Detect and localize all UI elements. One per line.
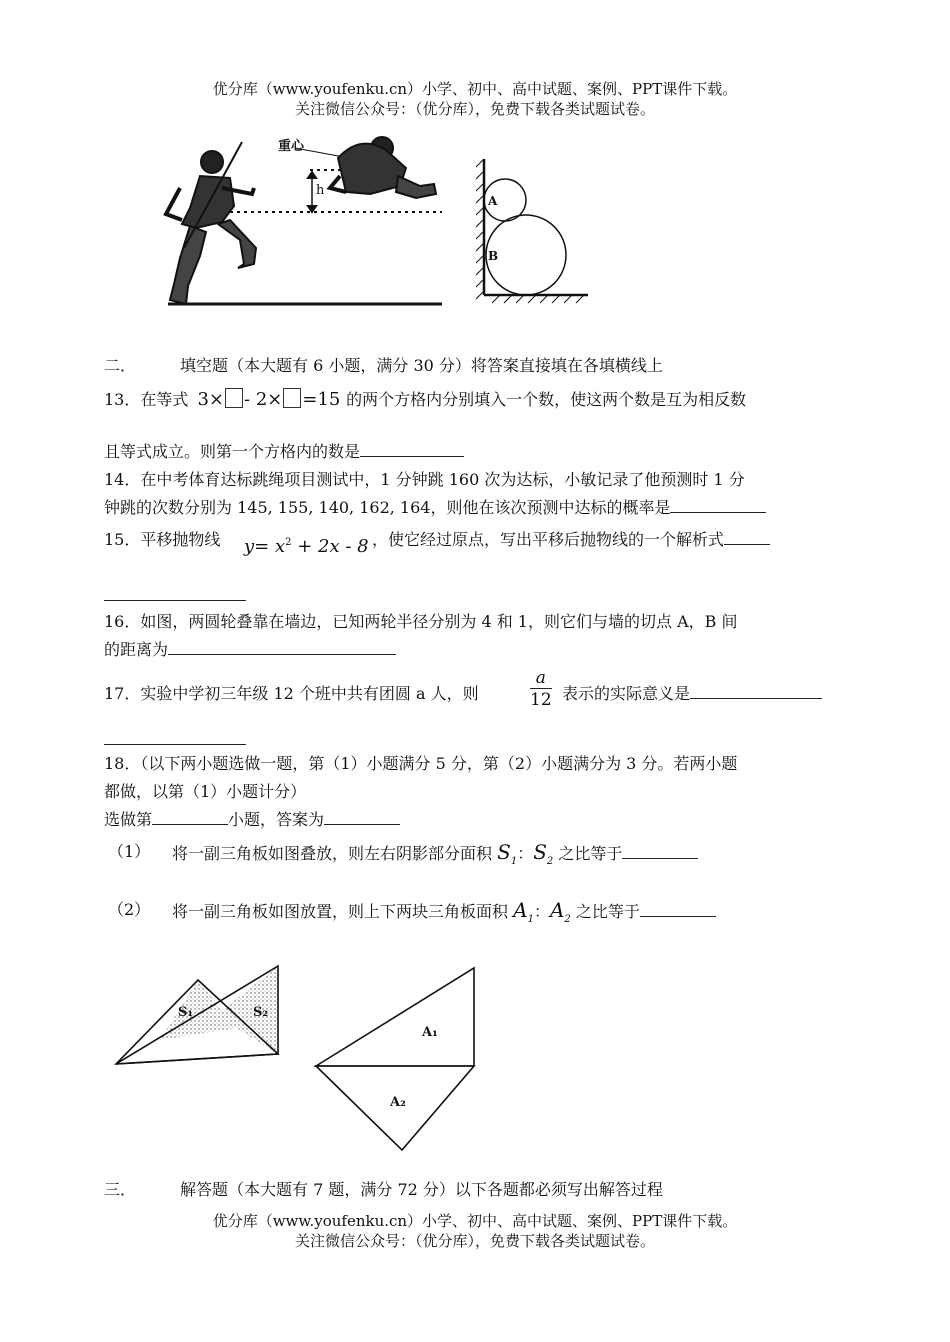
q14-answer-blank[interactable] (670, 498, 766, 513)
q15-answer-blank-a[interactable] (724, 530, 770, 545)
q18-choose-mid: 小题，答案为 (228, 810, 325, 829)
q15-formula-eq: = x (254, 536, 286, 557)
q18-choose-line (104, 810, 400, 830)
q13-eq-part-c: =15 (302, 389, 341, 410)
q13-line2 (104, 442, 464, 462)
q18-sub1-ratio-a: S (497, 840, 511, 864)
q18-sub2-colon: ： (533, 902, 550, 921)
q17-suffix-line (562, 684, 822, 704)
q13-prefix: 13．在等式 (104, 390, 189, 409)
point-b-label: B (488, 249, 499, 263)
q18-sub1-number: （1） (108, 842, 151, 861)
q17-answer-blank-a[interactable] (690, 684, 822, 699)
s2-label: S₂ (253, 1005, 269, 1020)
s1-label: S₁ (178, 1005, 194, 1020)
runner-silhouette (166, 142, 256, 304)
triangle-a1 (316, 968, 474, 1066)
q18-answer-blank[interactable] (324, 810, 400, 825)
q18-sub1-ratio-b: S (533, 840, 547, 864)
q18-sub1-ratio-b-sub: 2 (546, 856, 554, 867)
page-header-line2: 关注微信公众号：（优分库），免费下载各类试题试卷。 (294, 100, 655, 118)
q18-choose-prefix: 选做第 (104, 810, 153, 829)
q13-first-box[interactable] (225, 388, 243, 408)
section3-title: 解答题（本大题有 7 题，满分 72 分）以下各题都必须写出解答过程 (180, 1180, 663, 1199)
q18-line1: 18．（以下两小题选做一题，第（1）小题满分 5 分，第（2）小题满分为 3 分。若两小题 (104, 754, 738, 773)
q13-line1 (104, 388, 746, 410)
q18-sub2-line (172, 900, 716, 930)
q18-sub2-answer-blank[interactable] (640, 902, 716, 917)
page-footer-line1: 优分库（www.youfenku.cn）小学、初中、高中试题、案例、PPT课件下载。 (212, 1212, 738, 1230)
q17-fraction-denominator: 12 (530, 690, 552, 710)
a1-label: A₁ (422, 1025, 438, 1040)
q18-sub2-number: （2） (108, 900, 151, 919)
q15-formula-exp: 2 (285, 537, 292, 548)
q14-line2 (104, 498, 766, 518)
q14-line1: 14．在中考体育达标跳绳项目测试中，1 分钟跳 160 次为达标，小敏记录了他预测时 1 分 (104, 470, 745, 489)
q17-fraction-numerator: a (530, 668, 552, 689)
q15-answer-blank-b[interactable] (104, 600, 246, 601)
point-a-label: A (488, 194, 498, 208)
q16-line2-text: 的距离为 (104, 640, 169, 659)
section3-number: 三． (104, 1180, 137, 1199)
q13-answer-blank[interactable] (360, 442, 464, 457)
a2-label: A₂ (390, 1095, 406, 1110)
q18-sub1-ratio-a-sub: 1 (510, 856, 518, 867)
q18-sub1-suffix: 之比等于 (558, 844, 623, 863)
jumper-figure (160, 128, 450, 308)
q15-formula-rest: + 2x - 8 (291, 536, 369, 557)
q18-sub2-text: 将一副三角板如图放置，则上下两块三角板面积 (172, 902, 509, 921)
q18-sub1-answer-blank[interactable] (622, 844, 698, 859)
set-squares-overlap-figure (110, 960, 290, 1070)
q17-fraction (530, 668, 552, 711)
q13-eq-part-a: 3× (197, 389, 225, 410)
section2-number: 二． (104, 356, 137, 375)
q18-sub1-line (172, 842, 698, 872)
q18-sub2-ratio-a: A (513, 898, 528, 922)
height-label: h (316, 183, 325, 198)
q15-formula-y: y (244, 536, 255, 557)
q14-line2-text: 钟跳的次数分别为 145, 155, 140, 162, 164，则他在该次预测中达标的概率是 (104, 498, 671, 517)
q18-sub1-text: 将一副三角板如图叠放，则左右阴影部分面积 (172, 844, 493, 863)
q15-line1 (104, 530, 220, 550)
q18-sub1-colon: ： (517, 844, 534, 863)
q16-answer-blank[interactable] (168, 640, 396, 655)
section2-title: 填空题（本大题有 6 小题，满分 30 分）将答案直接填在各填横线上 (180, 356, 663, 375)
q17-prefix: 17．实验中学初三年级 12 个班中共有团圆 a 人，则 (104, 684, 479, 703)
q13-second-box[interactable] (283, 388, 301, 408)
jumper-silhouette (330, 137, 436, 198)
q13-suffix: 的两个方格内分别填入一个数，使这两个数是互为相反数 (346, 390, 747, 409)
q16-line1: 16．如图，两圆轮叠靠在墙边，已知两轮半径分别为 4 和 1，则它们与墙的切点 A，B 间 (104, 612, 738, 631)
q18-sub2-ratio-b-sub: 2 (564, 914, 571, 925)
page-header-line1: 优分库（www.youfenku.cn）小学、初中、高中试题、案例、PPT课件下载。 (212, 80, 738, 98)
q17-answer-blank-b[interactable] (104, 744, 246, 745)
q18-line2: 都做，以第（1）小题计分） (104, 782, 307, 801)
wheels-figure (472, 155, 592, 305)
q13-eq-part-b: - 2× (244, 389, 283, 410)
q15-suffix: ，使它经过原点，写出平移后抛物线的一个解析式 (372, 530, 725, 549)
q17-suffix: 表示的实际意义是 (562, 684, 691, 703)
region-s2 (220, 966, 278, 1054)
center-of-gravity-label: 重心 (278, 139, 305, 154)
set-squares-stacked-figure (310, 962, 490, 1154)
q15-suffix-line (372, 530, 770, 550)
q13-line2-text: 且等式成立。则第一个方格内的数是 (104, 442, 361, 461)
q16-line2 (104, 640, 396, 660)
q18-sub2-ratio-a-sub: 1 (527, 914, 534, 925)
q18-sub2-suffix: 之比等于 (575, 902, 640, 921)
q15-formula (244, 536, 369, 557)
page-footer-line2: 关注微信公众号：（优分库），免费下载各类试题试卷。 (294, 1232, 655, 1250)
q18-sub2-ratio-b: A (549, 898, 565, 922)
q18-choice-blank[interactable] (152, 810, 228, 825)
q15-prefix: 15．平移抛物线 (104, 530, 221, 549)
